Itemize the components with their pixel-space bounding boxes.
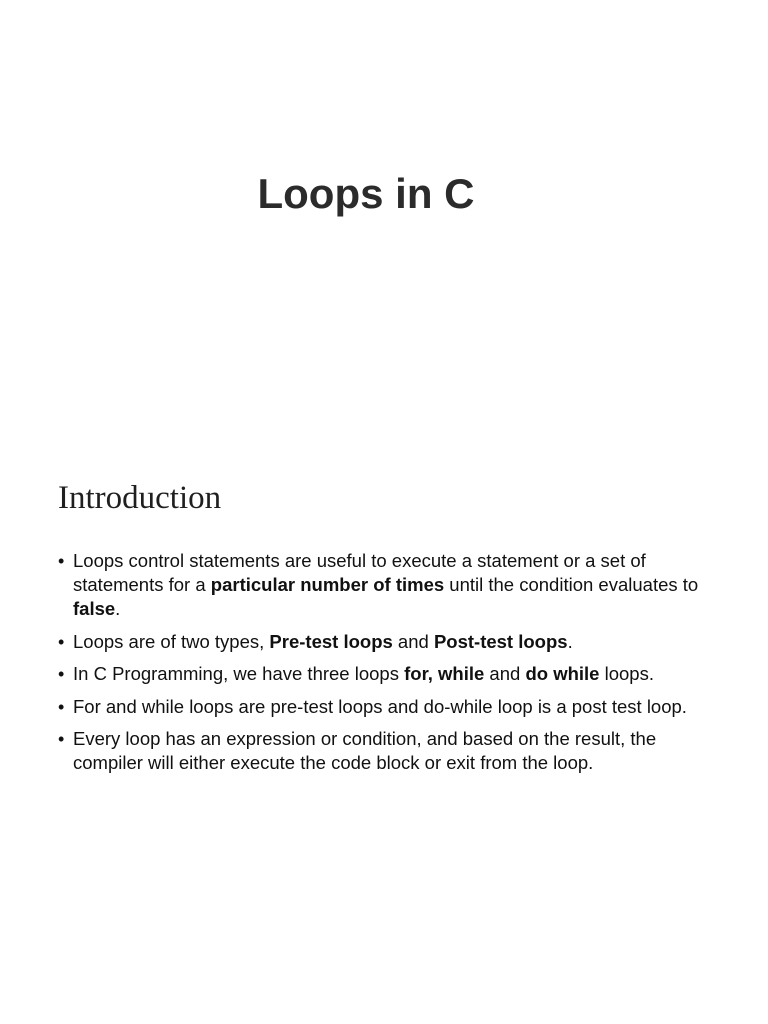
bullet-text: until the condition evaluates to — [444, 574, 699, 595]
bullet-icon: • — [58, 631, 65, 652]
list-item — [58, 549, 718, 621]
bullet-emphasis: Pre-test loops — [269, 630, 393, 652]
bullet-text: In C Programming, we have three loops — [73, 663, 405, 684]
bullet-text: Every loop has an expression or condition, and based on the result, the compiler will either execute the code block or exit from the loop. — [73, 728, 657, 773]
list-item — [58, 695, 718, 719]
bullet-emphasis: particular number of times — [210, 574, 445, 595]
bullet-emphasis: false — [73, 598, 116, 619]
bullet-list — [58, 549, 718, 784]
bullet-emphasis: do while — [525, 663, 600, 684]
bullet-icon: • — [58, 551, 65, 571]
bullet-emphasis: Post-test loops — [433, 630, 568, 652]
bullet-text: For and while loops are pre-test loops and do-while loop is a post test loop. — [73, 695, 687, 717]
bullet-text: Loops are of two types, — [73, 630, 270, 652]
list-item — [58, 662, 718, 686]
bullet-text: . — [567, 630, 573, 652]
page-title: Loops in C — [257, 170, 475, 217]
bullet-text: and — [392, 630, 434, 652]
section-heading: Introduction — [58, 480, 222, 516]
bullet-text: . — [115, 598, 121, 619]
bullet-text: and — [484, 663, 526, 684]
list-item — [58, 727, 718, 775]
bullet-icon: • — [58, 664, 65, 684]
bullet-icon: • — [58, 696, 65, 717]
bullet-icon: • — [58, 729, 65, 749]
bullet-text: Loops control statements are useful to execute a statement or a set of statements for a — [73, 550, 646, 595]
list-item — [58, 630, 718, 654]
bullet-text: loops. — [599, 663, 654, 684]
bullet-emphasis: for, while — [404, 663, 485, 684]
